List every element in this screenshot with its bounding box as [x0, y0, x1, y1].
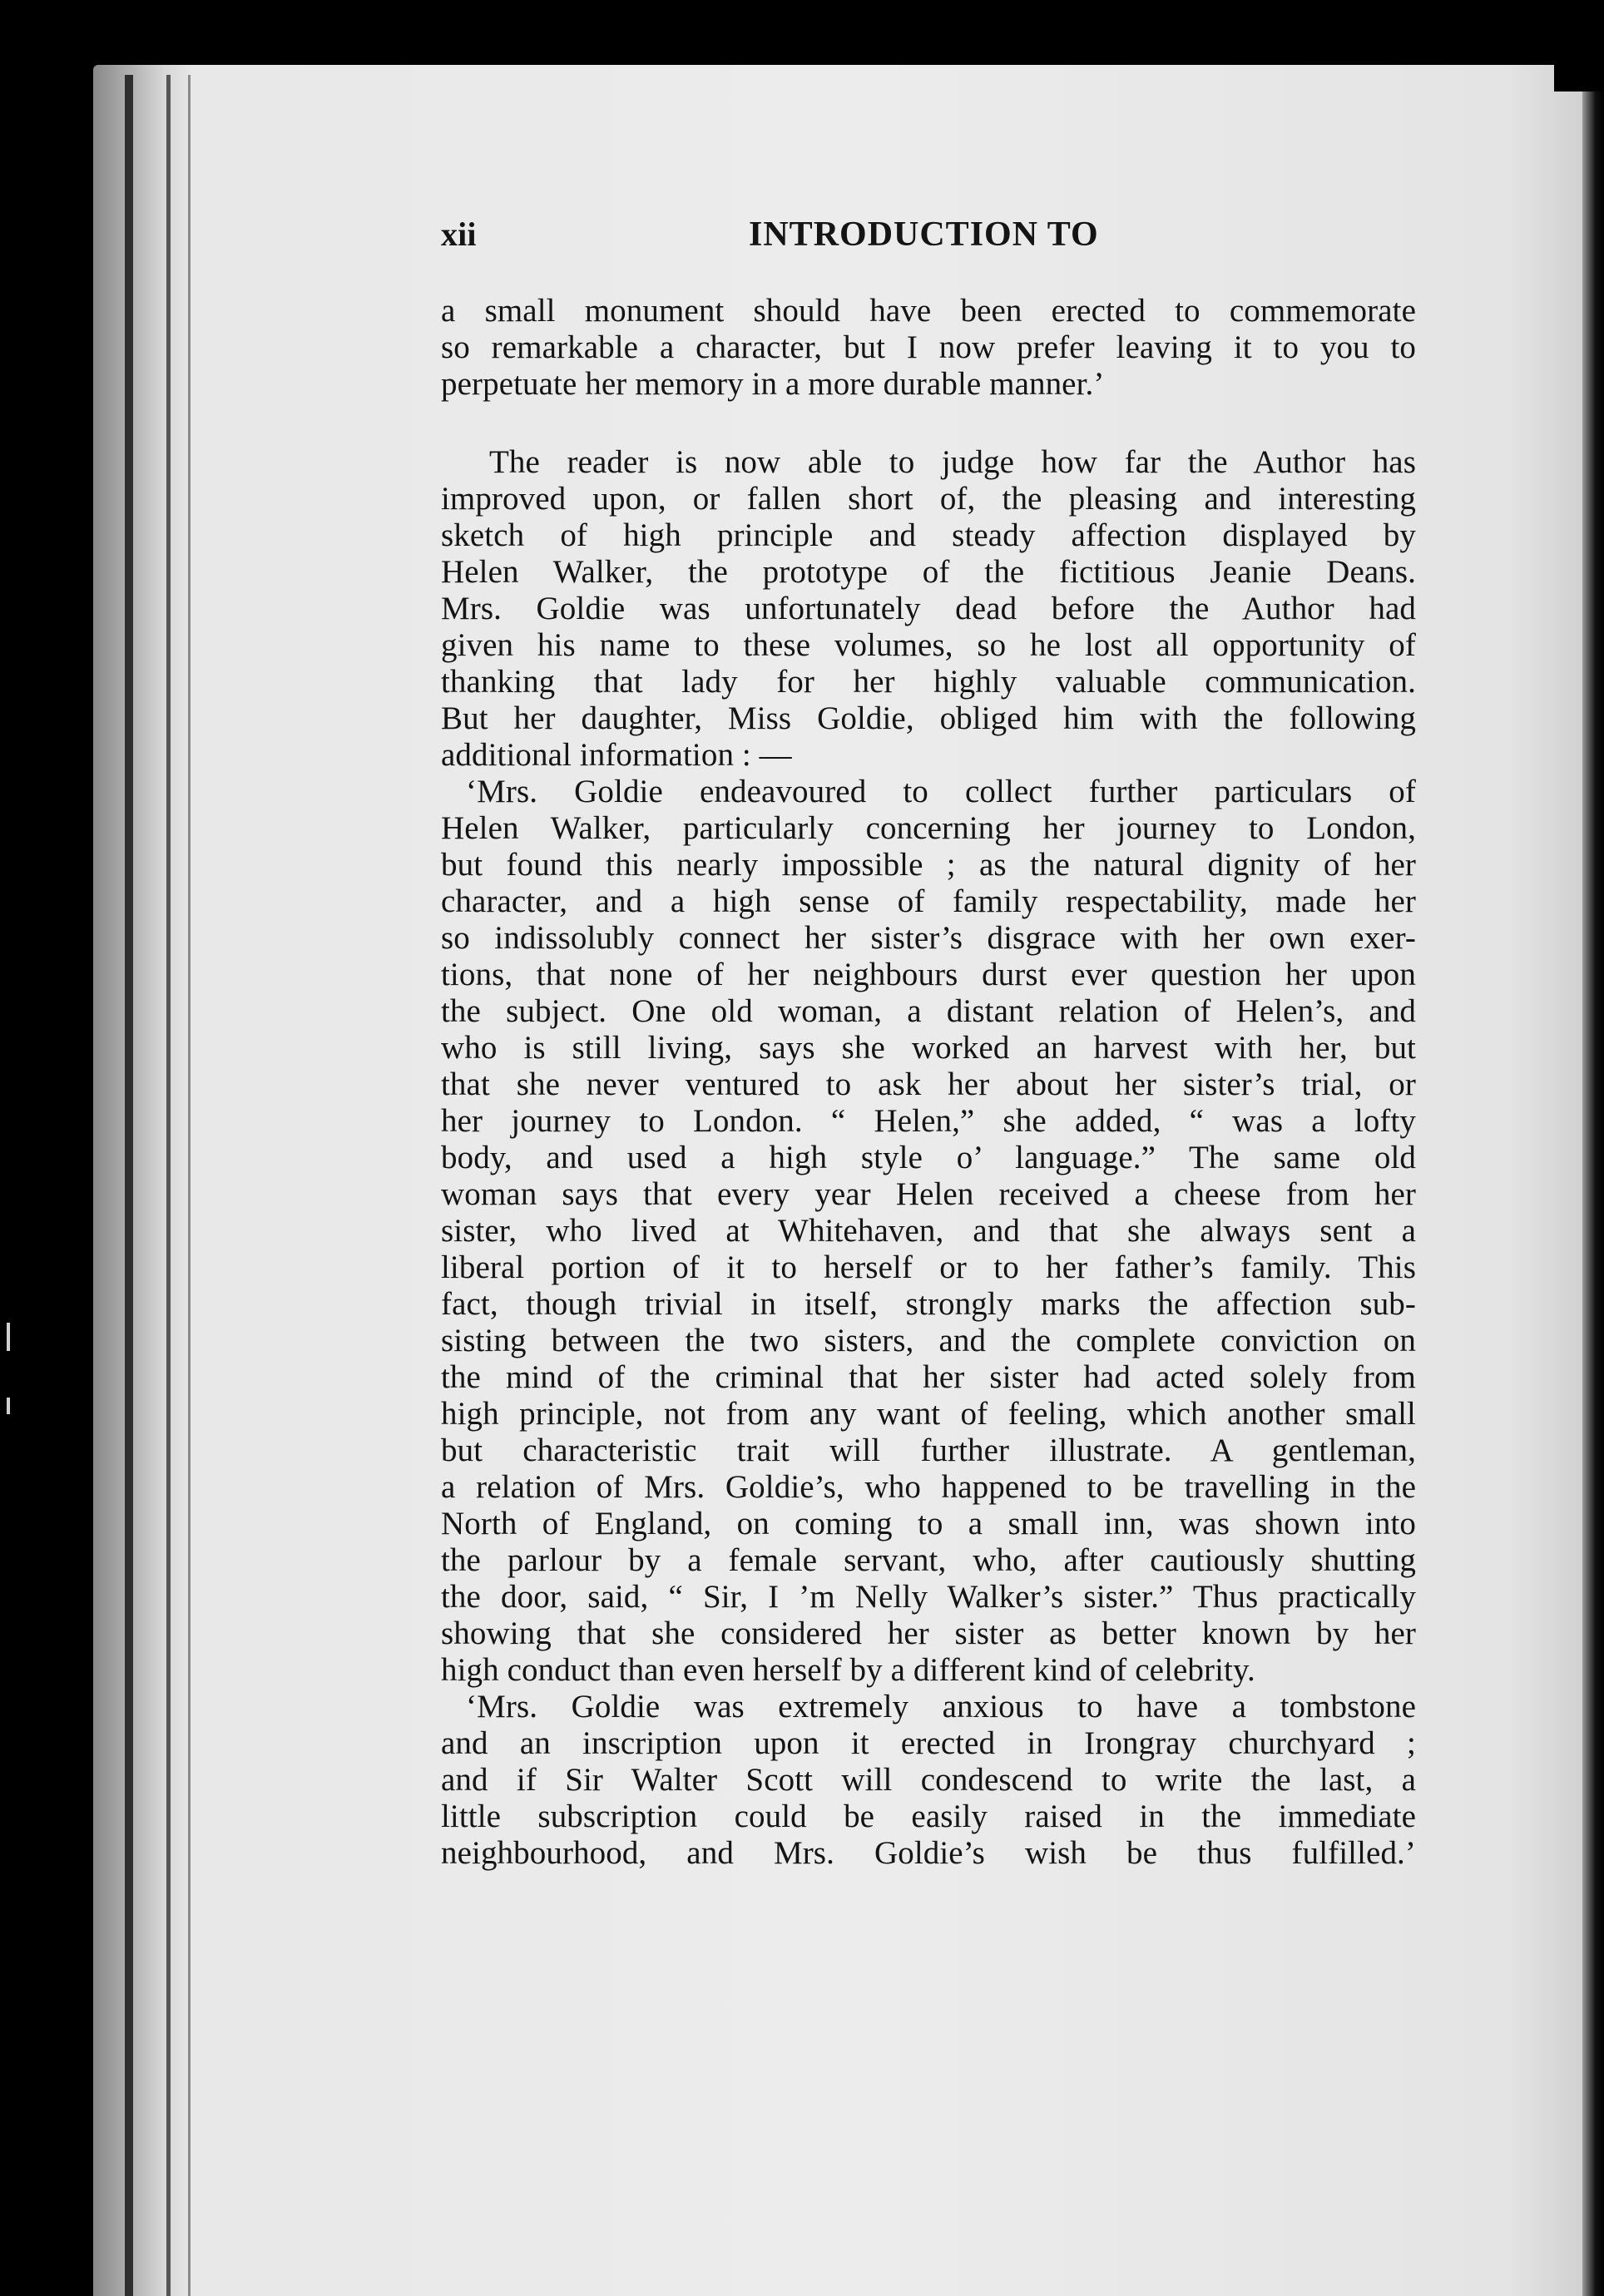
- scan-corner: [1554, 0, 1604, 92]
- page-text: [441, 216, 1416, 1872]
- text-line: showing that she considered her sister as better known by her: [441, 1616, 1416, 1651]
- scan-artifact: [7, 1323, 10, 1351]
- text-line: a relation of Mrs. Goldie’s, who happened to be travelling in the: [441, 1469, 1416, 1505]
- text-line: additional information : —: [441, 737, 792, 773]
- binding-edge: [166, 75, 171, 2296]
- text-line: so remarkable a character, but I now prefer leaving it to you to: [441, 329, 1416, 365]
- text-line: Helen Walker, particularly concerning her journey to London,: [441, 810, 1416, 846]
- text-line: body, and used a high style o’ language.” The same old: [441, 1140, 1416, 1175]
- text-line: North of England, on coming to a small inn, was shown into: [441, 1506, 1416, 1541]
- text-line: The reader is now able to judge how far the Author has: [489, 444, 1416, 480]
- text-line: a small monument should have been erected to commemorate: [441, 293, 1416, 329]
- binding-edge: [125, 75, 133, 2296]
- text-line: liberal portion of it to herself or to her father’s family. This: [441, 1249, 1416, 1285]
- text-line: sisting between the two sisters, and the complete conviction on: [441, 1323, 1416, 1358]
- text-line: improved upon, or fallen short of, the pleasing and interesting: [441, 481, 1416, 517]
- page-right-edge: [1582, 65, 1604, 2296]
- text-line: but characteristic trait will further illustrate. A gentleman,: [441, 1433, 1416, 1468]
- text-line: woman says that every year Helen received a cheese from her: [441, 1176, 1416, 1212]
- binding-shadow: [93, 65, 193, 2296]
- text-line: her journey to London. “ Helen,” she added, “ was a lofty: [441, 1103, 1416, 1139]
- text-line: the parlour by a female servant, who, after cautiously shutting: [441, 1542, 1416, 1578]
- text-line: ‘Mrs. Goldie endeavoured to collect further particulars of: [466, 774, 1416, 809]
- text-line: the mind of the criminal that her sister had acted solely from: [441, 1359, 1416, 1395]
- text-line: and if Sir Walter Scott will condescend to write the last, a: [441, 1762, 1416, 1798]
- text-line: thanking that lady for her highly valuable communication.: [441, 664, 1416, 700]
- running-title: INTRODUCTION TO: [749, 215, 1099, 254]
- text-line: little subscription could be easily raised in the immediate: [441, 1799, 1416, 1834]
- scan-artifact: [7, 1398, 10, 1414]
- text-line: sketch of high principle and steady affection displayed by: [441, 517, 1416, 553]
- text-line: given his name to these volumes, so he lost all opportunity of: [441, 627, 1416, 663]
- binding-edge: [188, 75, 191, 2296]
- text-line: fact, though trivial in itself, strongly marks the affection sub-: [441, 1286, 1416, 1322]
- text-line: Helen Walker, the prototype of the fictitious Jeanie Deans.: [441, 554, 1416, 590]
- text-line: Mrs. Goldie was unfortunately dead before the Author had: [441, 591, 1416, 626]
- text-line: and an inscription upon it erected in Irongray churchyard ;: [441, 1725, 1416, 1761]
- paragraph-gap: [441, 403, 1416, 444]
- text-line: so indissolubly connect her sister’s disgrace with her own exer-: [441, 920, 1416, 956]
- text-line: who is still living, says she worked an harvest with her, but: [441, 1030, 1416, 1066]
- text-line: ‘Mrs. Goldie was extremely anxious to have a tombstone: [466, 1689, 1416, 1724]
- text-line: the subject. One old woman, a distant relation of Helen’s, and: [441, 993, 1416, 1029]
- text-line: the door, said, “ Sir, I ’m Nelly Walker’s sister.” Thus practically: [441, 1579, 1416, 1615]
- text-line: that she never ventured to ask her about her sister’s trial, or: [441, 1066, 1416, 1102]
- running-header: [441, 216, 1416, 266]
- text-line: tions, that none of her neighbours durst ever question her upon: [441, 957, 1416, 992]
- text-line: perpetuate her memory in a more durable manner.’: [441, 366, 1105, 402]
- text-line: character, and a high sense of family respectability, made her: [441, 883, 1416, 919]
- text-line: high principle, not from any want of feeling, which another small: [441, 1396, 1416, 1432]
- page-number: xii: [441, 215, 477, 253]
- text-line: but found this nearly impossible ; as the natural dignity of her: [441, 847, 1416, 883]
- text-line: neighbourhood, and Mrs. Goldie’s wish be thus fulfilled.’: [441, 1835, 1416, 1871]
- text-line: sister, who lived at Whitehaven, and that she always sent a: [441, 1213, 1416, 1249]
- text-line: high conduct than even herself by a different kind of celebrity.: [441, 1652, 1255, 1688]
- text-line: But her daughter, Miss Goldie, obliged him with the following: [441, 700, 1416, 736]
